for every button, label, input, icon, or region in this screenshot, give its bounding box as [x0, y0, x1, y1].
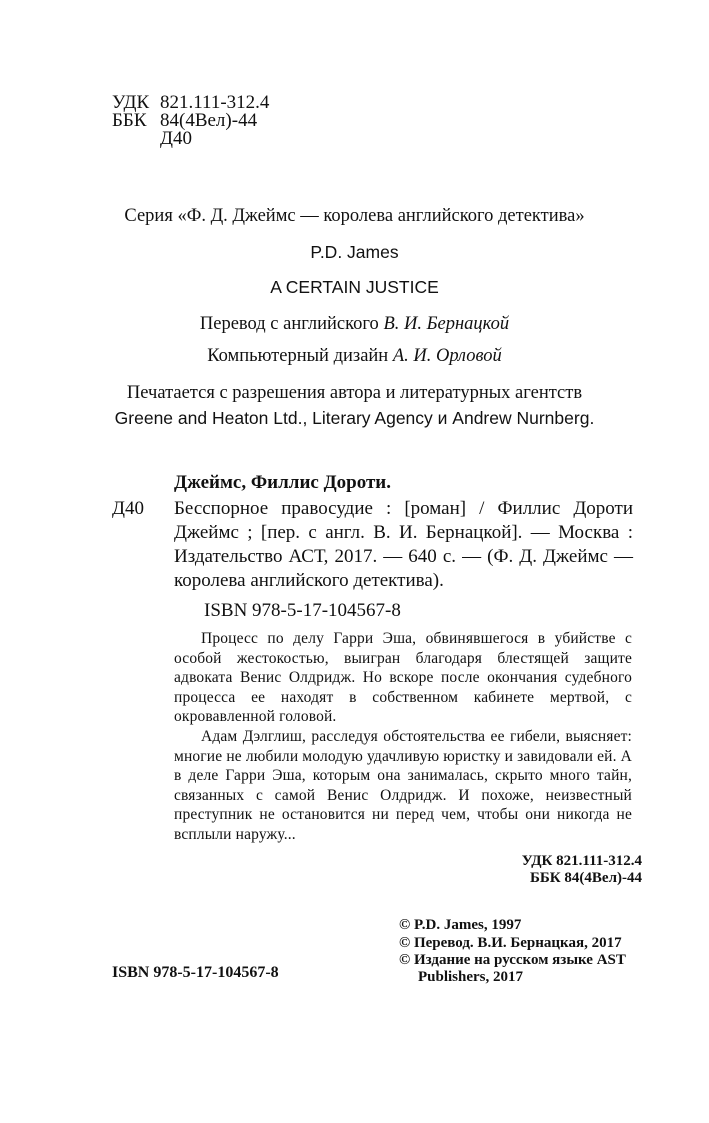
footer-bbk: ББК 84(4Вел)-44 — [529, 870, 642, 886]
original-title: A CERTAIN JUSTICE — [270, 277, 439, 297]
footer-isbn: ISBN 978-5-17-104567-8 — [112, 964, 279, 981]
catalog-sign: Д40 — [112, 498, 144, 519]
footer-udk: УДК 821.111-312.4 — [521, 853, 642, 869]
bbk-value: 84(4Вел)-44 — [160, 110, 258, 131]
catalog-isbn: ISBN 978-5-17-104567-8 — [204, 600, 401, 621]
copyright-line-2: © Перевод. В.И. Бернацкая, 2017 — [399, 935, 622, 951]
translator-name: В. И. Бернацкой — [383, 314, 510, 334]
annotation-paragraph-1: Процесс по делу Гарри Эша, обвинявшегося в убийстве с особой жестокостью, выигран благодаря блестящей защите адвоката Венис Олдридж. Но вскоре после окончания судебного процесса ее находят в собственном кабинете мертвой, с окровавленной головой. — [174, 630, 632, 726]
design-prefix: Компьютерный дизайн — [207, 346, 389, 366]
original-author: P.D. James — [310, 242, 399, 262]
udk-label: УДК — [112, 92, 150, 113]
rights-line-1: Печатается с разрешения автора и литературных агентств — [126, 383, 583, 403]
translation-prefix: Перевод с английского — [199, 314, 379, 334]
author-sign-top: Д40 — [160, 128, 192, 149]
copyright-line-4: Publishers, 2017 — [418, 969, 524, 985]
designer-name: А. И. Орловой — [392, 346, 502, 366]
catalog-line-1: Бесспорное правосудие : [роман] / Филлис Дороти — [174, 498, 633, 519]
catalog-line-4: королева английского детектива). — [174, 570, 444, 591]
catalog-line-3: Издательство АСТ, 2017. — 640 с. — (Ф. Д. Джеймс — — [174, 546, 633, 567]
series-line: Серия «Ф. Д. Джеймс — королева английского детектива» — [124, 206, 585, 226]
translation-credit — [0, 313, 709, 335]
copyright-line-3: © Издание на русском языке AST — [399, 952, 626, 968]
bbk-label: ББК — [112, 110, 147, 131]
rights-line-2: Greene and Heaton Ltd., Literary Agency и Andrew Nurnberg. — [114, 408, 595, 428]
udk-value: 821.111-312.4 — [160, 92, 270, 113]
design-credit — [0, 345, 709, 367]
catalog-heading: Джеймс, Филлис Дороти. — [174, 472, 391, 493]
annotation — [174, 629, 632, 845]
catalog-line-2: Джеймс ; [пер. с англ. В. И. Бернацкой]. — Москва : — [174, 522, 633, 543]
copyright-line-1: © P.D. James, 1997 — [399, 917, 522, 933]
annotation-paragraph-2: Адам Дэлглиш, расследуя обстоятельства ее гибели, выясняет: многие не любили молодую удачливую юристку и завидовали ей. А в деле Гарри Эша, которым она занималась, скрыто много тайн, связанных с самой Венис Олдридж. И похоже, неизвестный преступник не остановится ни перед чем, чтобы они никогда не всплыли наружу... — [174, 727, 632, 843]
